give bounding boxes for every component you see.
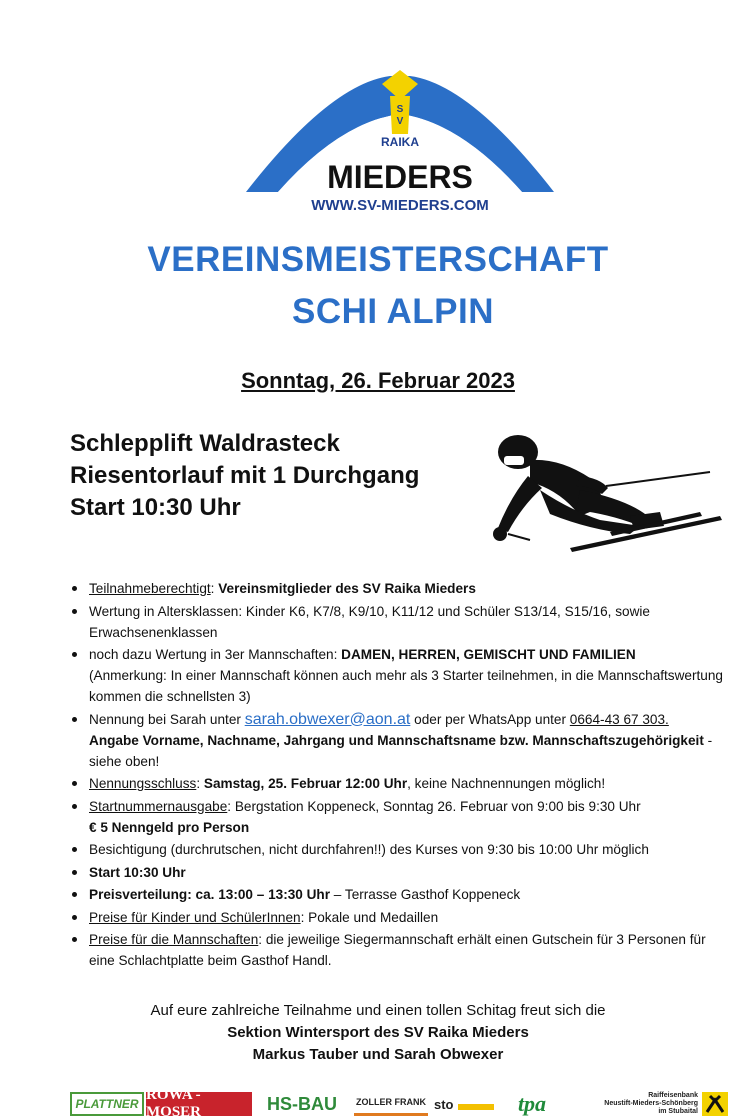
list-item: Besichtigung (durchrutschen, nicht durchfahren!!) des Kurses von 9:30 bis 10:00 Uhr möglich (70, 839, 730, 860)
item-label: Startnummernausgabe (89, 798, 228, 814)
sponsor-raiffeisenbank-logo: Raiffeisenbank Neustift-Mieders-Schönberg im Stubaital (604, 1092, 698, 1115)
sponsor-hs-bau-logo: HS-BAU (267, 1093, 337, 1114)
skier-silhouette-image (480, 430, 730, 555)
item-label: Preise für Kinder und SchülerInnen (89, 909, 301, 925)
information-list (70, 578, 730, 973)
skier-icon (480, 430, 730, 555)
list-item: Preisverteilung: ca. 13:00 – 13:30 Uhr – Terrasse Gasthof Koppeneck (70, 884, 730, 905)
list-item: Nennung bei Sarah unter sarah.obwexer@aon.at oder per WhatsApp unter 0664-43 67 303. Angabe Vorname, Nachname, Jahrgang und Mannschaftsname bzw. Mannschaftszugehörigkeit - siehe oben! (70, 709, 730, 772)
logo-website: WWW.SV-MIEDERS.COM (311, 197, 489, 214)
email-link[interactable]: sarah.obwexer@aon.at (244, 710, 411, 728)
closing-note (0, 1000, 756, 1066)
item-label: Preise für die Mannschaften (89, 932, 259, 947)
logo-s: S (396, 104, 404, 115)
sub-title: SCHI ALPIN (291, 292, 495, 331)
list-item: Teilnahmeberechtigt: Vereinsmitglieder des SV Raika Mieders (70, 578, 730, 599)
sto-logo-bar (458, 1104, 494, 1110)
closing-names: Markus Tauber und Sarah Obwexer (252, 1046, 504, 1063)
item-label: Teilnahmeberechtigt (89, 581, 211, 596)
list-item: Start 10:30 Uhr (70, 862, 730, 883)
logo-v: V (396, 116, 404, 127)
event-start-time: Start 10:30 Uhr (70, 494, 241, 521)
closing-organizer: Sektion Wintersport des SV Raika Mieders (227, 1024, 529, 1041)
logo-club-name: MIEDERS (327, 159, 473, 195)
sponsor-sto-logo: sto (434, 1096, 454, 1112)
sponsor-plattner-logo: PLATTNER (70, 1092, 144, 1116)
closing-line: Auf eure zahlreiche Teilnahme und einen tollen Schitag freut sich die (150, 1002, 606, 1019)
item-label: Nennungsschluss (89, 776, 197, 791)
list-item: noch dazu Wertung in 3er Mannschaften: DAMEN, HERREN, GEMISCHT UND FAMILIEN (Anmerkung: In einer Mannschaft können auch mehr als 3 Starter teilnehmen, in die Mannschaftswertung kommen die schnellsten 3) (70, 644, 730, 707)
phone-number[interactable]: 0664-43 67 303. (569, 711, 669, 727)
list-item: Startnummernausgabe: Bergstation Koppeneck, Sonntag 26. Februar von 9:00 bis 9:30 Uhr € 5 Nenngeld pro Person (70, 796, 730, 838)
event-discipline: Riesentorlauf mit 1 Durchgang (70, 462, 420, 489)
list-item: Nennungsschluss: Samstag, 25. Februar 12:00 Uhr, keine Nachnennungen möglich! (70, 773, 730, 794)
sponsor-tpa-logo: tpa (517, 1091, 547, 1116)
sponsor-zoller-logo: ZOLLER FRANK (354, 1092, 428, 1116)
sponsor-rowa-moser-logo: ROWA - MOSER (146, 1092, 252, 1116)
event-date: Sonntag, 26. Februar 2023 (241, 368, 515, 393)
list-item: Preise für die Mannschaften: die jeweilige Siegermannschaft erhält einen Gutschein für 3 Personen für eine Schlachtplatte beim Gasthof Handl. (70, 929, 730, 971)
club-logo-graphic (240, 66, 560, 216)
main-title: VEREINSMEISTERSCHAFT (147, 240, 609, 279)
event-location: Schlepplift Waldrasteck (70, 430, 340, 457)
raiffeisen-icon (702, 1092, 728, 1116)
list-item: Preise für Kinder und SchülerInnen: Pokale und Medaillen (70, 907, 730, 928)
logo-raika: RAIKA (381, 135, 419, 149)
sponsor-logos (70, 1087, 730, 1120)
list-item: Wertung in Altersklassen: Kinder K6, K7/8, K9/10, K11/12 und Schüler S13/14, S15/16, sowie Erwachsenenklassen (70, 601, 730, 643)
club-logo (240, 66, 560, 216)
